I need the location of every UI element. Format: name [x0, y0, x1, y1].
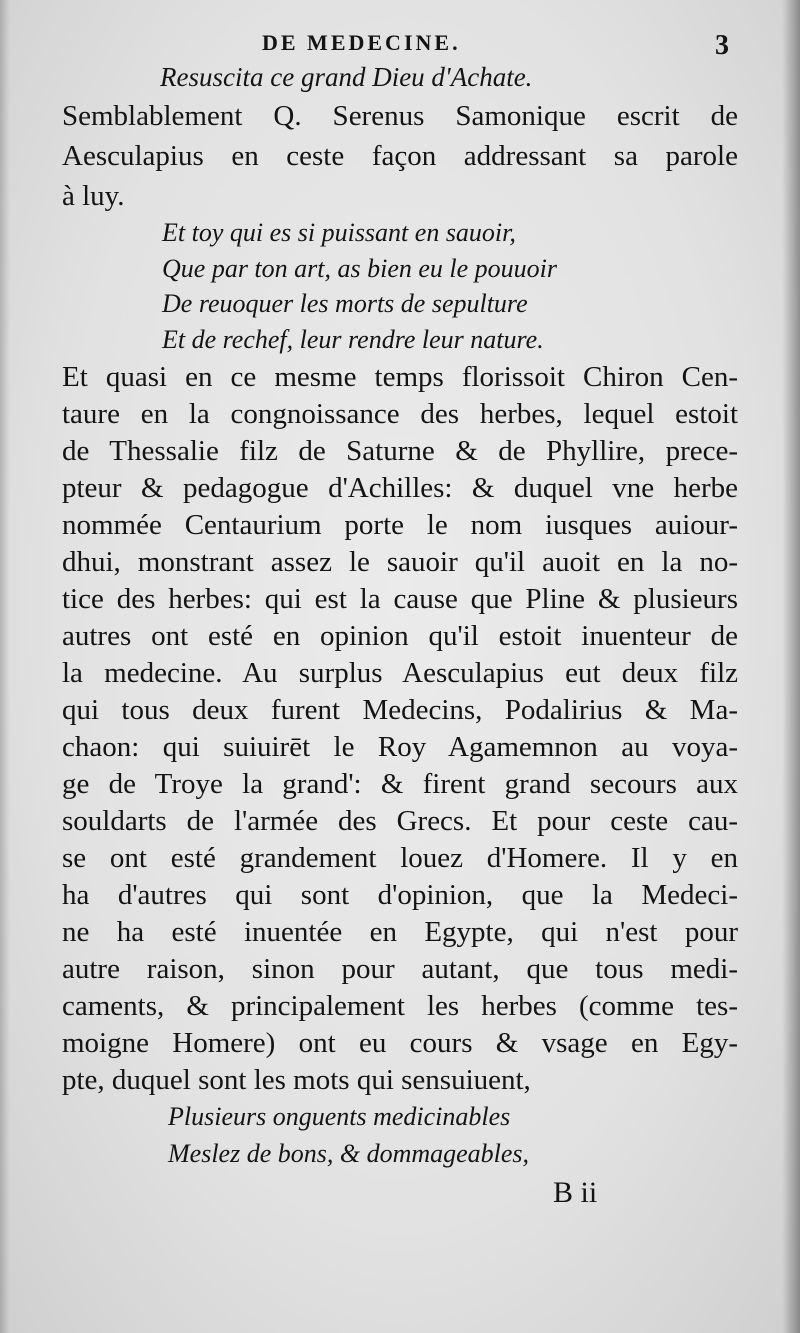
verse-line: De reuoquer les morts de sepulture [162, 289, 528, 318]
text-line: ge de Troye la grand': & firent grand secours aux [62, 768, 738, 800]
verse-line: Et toy qui es si puissant en sauoir, [162, 218, 516, 247]
text-line: qui tous deux furent Medecins, Podalirius & Ma- [62, 694, 738, 726]
text-line: chaon: qui suiuirēt le Roy Agamemnon au voya- [62, 731, 738, 763]
text-line: nommée Centaurium porte le nom iusques auiour- [62, 509, 738, 541]
text-line: autre raison, sinon pour autant, que tous medi- [62, 953, 738, 985]
page-edge-shadow [782, 0, 800, 1333]
text-line: la medecine. Au surplus Aesculapius eut deux filz [62, 657, 738, 689]
verse-line: Meslez de bons, & dommageables, [168, 1139, 530, 1168]
text-line: dhui, monstrant assez le sauoir qu'il auoit en la no- [62, 546, 738, 578]
text-line: ha d'autres qui sont d'opinion, que la Medeci- [62, 879, 738, 911]
text-line: Aesculapius en ceste façon addressant sa parole [62, 140, 738, 172]
text-line: ne ha esté inuentée en Egypte, qui n'est pour [62, 916, 738, 948]
verse-line: Resuscita ce grand Dieu d'Achate. [160, 62, 533, 92]
text-line: tice des herbes: qui est la cause que Pline & plusieurs [62, 583, 738, 615]
text-line: autres ont esté en opinion qu'il estoit inuenteur de [62, 620, 738, 652]
text-line: pte, duquel sont les mots qui sensuiuent, [62, 1064, 531, 1096]
text-line: Et quasi en ce mesme temps florissoit Chiron Cen- [62, 361, 738, 393]
running-head: DE MEDECINE. [262, 30, 461, 55]
signature-mark: B ii [553, 1176, 598, 1209]
text-line: pteur & pedagogue d'Achilles: & duquel vne herbe [62, 472, 738, 504]
text-line: souldarts de l'armée des Grecs. Et pour ceste cau- [62, 805, 738, 837]
text-line: caments, & principalement les herbes (comme tes- [62, 990, 738, 1022]
text-line: à luy. [62, 180, 125, 212]
text-line: moigne Homere) ont eu cours & vsage en Egy- [62, 1027, 738, 1059]
verse-line: Que par ton art, as bien eu le pouuoir [162, 254, 558, 283]
text-line: Semblablement Q. Serenus Samonique escrit de [62, 100, 738, 132]
page-number: 3 [715, 30, 729, 61]
text-line: de Thessalie filz de Saturne & de Phyllire, prece- [62, 435, 738, 467]
verse-line: Plusieurs onguents medicinables [168, 1102, 511, 1131]
text-line: se ont esté grandement louez d'Homere. Il y en [62, 842, 738, 874]
gutter-shadow [0, 0, 10, 1333]
text-line: taure en la congnoissance des herbes, lequel estoit [62, 398, 738, 430]
verse-line: Et de rechef, leur rendre leur nature. [162, 325, 544, 354]
